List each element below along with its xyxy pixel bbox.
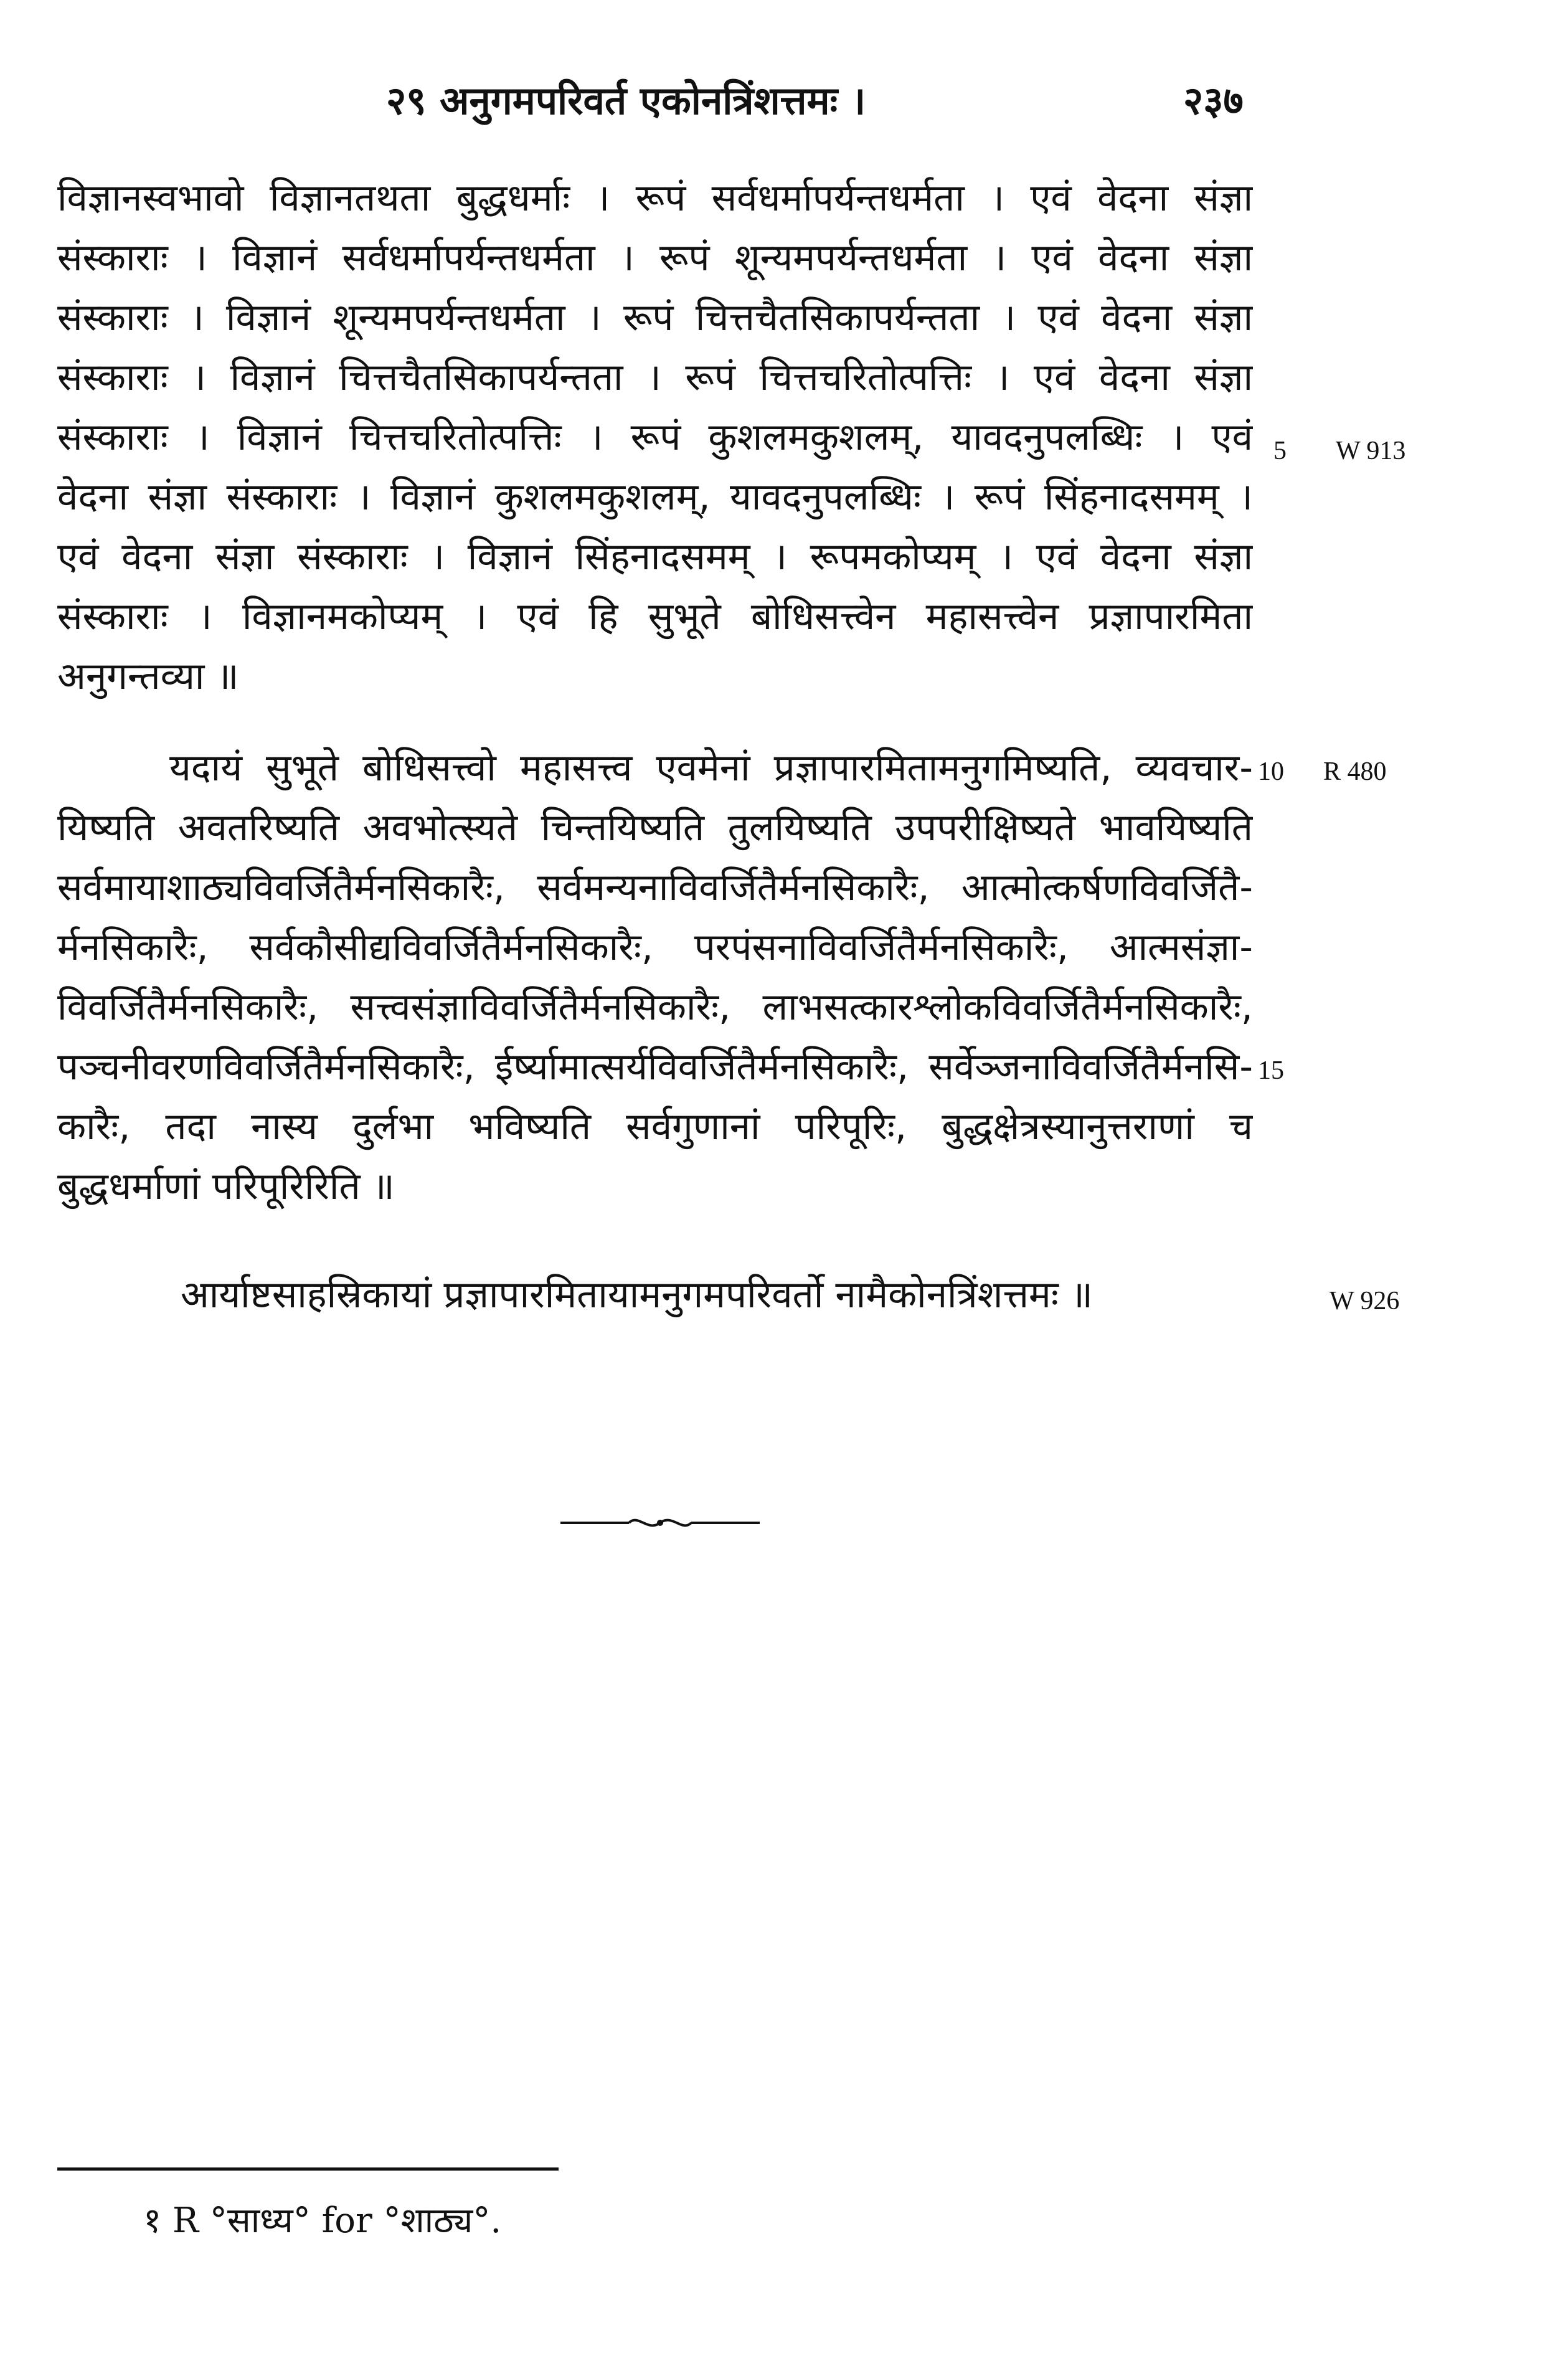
text-line: संस्काराः । विज्ञानं चित्तचरितोत्पत्तिः । रूपं कुशलमकुशलम्, यावदनुपलब्धिः । एवं bbox=[57, 415, 1253, 459]
text-line: संस्काराः । विज्ञानं सर्वधर्मापर्यन्तधर्मता । रूपं शून्यमपर्यन्तधर्मता । एवं वेदना संज्ञा bbox=[57, 236, 1253, 280]
page-number: २३७ bbox=[1183, 78, 1244, 123]
text-line: सर्वमायाशाठ्यविवर्जितैर्मनसिकारैः, सर्वमन्यनाविवर्जितैर्मनसिकारैः, आत्मोत्कर्षणविवर्जितै- bbox=[57, 866, 1253, 909]
text-line: बुद्धधर्माणां परिपूरिरिति ॥ bbox=[57, 1165, 395, 1208]
line-number-5: 5 bbox=[1273, 437, 1287, 465]
ornament-divider bbox=[560, 1510, 760, 1535]
line-number-10: 10 bbox=[1258, 757, 1284, 786]
text-line: यिष्यति अवतरिष्यति अवभोत्स्यते चिन्तयिष्यति तुलयिष्यति उपपरीक्षिष्यते भावयिष्यति bbox=[57, 806, 1253, 850]
text-line: र्मनसिकारैः, सर्वकौसीद्यविवर्जितैर्मनसिकारैः, परपंसनाविवर्जितैर्मनसिकारैः, आत्मसंज्ञा- bbox=[57, 926, 1253, 969]
running-header: २९ अनुगमपरिवर्त एकोनत्रिंशत्तमः । bbox=[386, 78, 866, 123]
footnote-rule bbox=[57, 2167, 559, 2171]
paragraph-1 bbox=[57, 168, 1253, 706]
text-line: पञ्चनीवरणविवर्जितैर्मनसिकारैः, ईर्ष्यामात्सर्यविवर्जितैर्मनसिकारैः, सर्वेञ्जनाविवर्जितैर्मनसि- bbox=[57, 1045, 1253, 1089]
chapter-colophon: आर्याष्टसाहस्रिकायां प्रज्ञापारमितायामनुगमपरिवर्तो नामैकोनत्रिंशत्तमः ॥ bbox=[181, 1273, 1093, 1317]
text-line: यदायं सुभूते बोधिसत्त्वो महासत्त्व एवमेनां प्रज्ञापारमितामनुगमिष्यति, व्यवचार- bbox=[169, 746, 1253, 790]
text-line: एवं वेदना संज्ञा संस्काराः । विज्ञानं सिंहनादसमम् । रूपमकोप्यम् । एवं वेदना संज्ञा bbox=[57, 535, 1253, 579]
line-number-15: 15 bbox=[1258, 1056, 1284, 1085]
text-line: संस्काराः । विज्ञानं शून्यमपर्यन्तधर्मता । रूपं चित्तचैतसिकापर्यन्तता । एवं वेदना संज्ञा bbox=[57, 296, 1253, 339]
text-line: कारैः, तदा नास्य दुर्लभा भविष्यति सर्वगुणानां परिपूरिः, बुद्धक्षेत्रस्यानुत्तराणां च bbox=[57, 1105, 1253, 1149]
text-line: अनुगन्तव्या ॥ bbox=[57, 655, 239, 698]
reference-w926: W 926 bbox=[1329, 1287, 1400, 1315]
reference-r480: R 480 bbox=[1323, 757, 1387, 786]
paragraph-2 bbox=[57, 738, 1253, 1216]
text-line: संस्काराः । विज्ञानं चित्तचैतसिकापर्यन्तता । रूपं चित्तचरितोत्पत्तिः । एवं वेदना संज्ञा bbox=[57, 356, 1253, 399]
text-line: विज्ञानस्वभावो विज्ञानतथता बुद्धधर्माः । रूपं सर्वधर्मापर्यन्तधर्मता । एवं वेदना संज्ञा bbox=[57, 176, 1253, 220]
text-line: संस्काराः । विज्ञानमकोप्यम् । एवं हि सुभूते बोधिसत्त्वेन महासत्त्वेन प्रज्ञापारमिता bbox=[57, 595, 1253, 638]
text-line: विवर्जितैर्मनसिकारैः, सत्त्वसंज्ञाविवर्जितैर्मनसिकारैः, लाभसत्कारश्लोकविवर्जितैर्मनसिकारैः, bbox=[57, 985, 1253, 1029]
reference-w913: W 913 bbox=[1336, 437, 1406, 465]
footnote: १ R °साध्य° for °शाठ्य°. bbox=[143, 2200, 502, 2241]
text-line: वेदना संज्ञा संस्काराः । विज्ञानं कुशलमकुशलम्, यावदनुपलब्धिः । रूपं सिंहनादसमम् । bbox=[57, 475, 1253, 519]
